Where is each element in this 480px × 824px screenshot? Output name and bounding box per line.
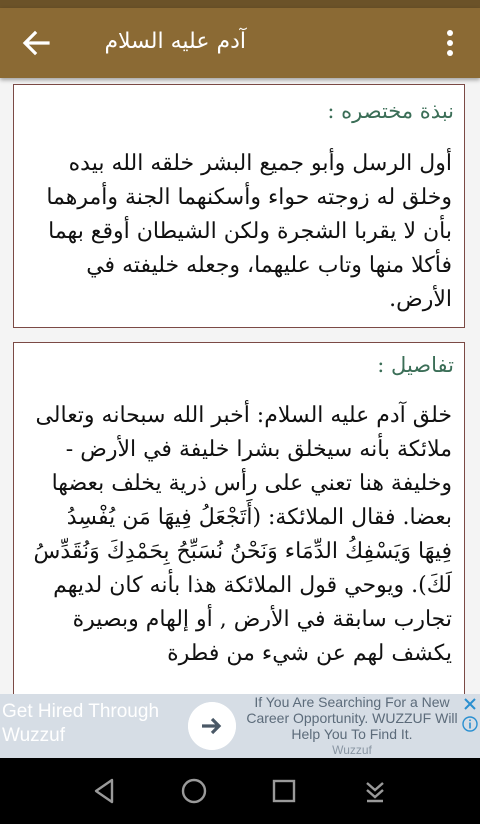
status-bar (0, 0, 480, 8)
ad-description: If You Are Searching For a New Career Opportunity. WUZZUF Will Help You To Find It. (246, 694, 458, 742)
details-card (13, 342, 465, 702)
home-circle-icon[interactable] (178, 775, 210, 807)
summary-heading: نبذة مختصره : (327, 99, 454, 123)
summary-card (13, 84, 465, 328)
details-text: خلق آدم عليه السلام: أخبر الله سبحانه وتعالى ملائكة بأنه سيخلق بشرا خليفة في الأرض - وخليفة هنا تعني على رأس ذرية يخلف بعضها بعضا. فقال الملائكة: (أَتَجْعَلُ فِيهَا مَن يُفْسِدُ فِيهَا وَيَسْفِكُ الدِّمَاء وَنَحْنُ نُسَبِّحُ بِحَمْدِكَ وَنُقَدِّسُ لَكَ). ويوحي قول الملائكة هذا بأنه كان لديهم تجارب سابقة في الأرض , أو إلهام وبصيرة يكشف لهم عن شيء من فطرة (33, 403, 452, 666)
app-bar (0, 8, 480, 78)
ad-banner[interactable] (0, 694, 480, 758)
back-triangle-icon[interactable] (88, 775, 120, 807)
summary-text: أول الرسل وأبو جميع البشر خلقه الله بيده وخلق له زوجته حواء وأسكنهما الجنة وأمرهما بأن لا يقربا الشجرة ولكن الشيطان أوقع بهما فأكلا منها وتاب عليهما، وجعله خليفته في الأرض. (46, 151, 452, 312)
overflow-menu-icon[interactable] (440, 26, 460, 60)
ad-brand: Wuzzuf (332, 743, 372, 757)
info-icon[interactable] (462, 716, 478, 732)
ad-description-block[interactable] (244, 694, 460, 758)
details-heading: تفاصيل : (377, 353, 454, 377)
page-title: آدم عليه السلام (104, 29, 246, 54)
recents-square-icon[interactable] (268, 775, 300, 807)
ad-headline[interactable]: Get Hired Through Wuzzuf (2, 701, 160, 746)
close-icon[interactable] (462, 696, 478, 712)
arrow-forward-icon[interactable] (188, 702, 236, 750)
system-nav-bar (0, 758, 480, 824)
notifications-pull-icon[interactable] (359, 775, 391, 807)
arrow-back-icon[interactable] (18, 28, 54, 58)
